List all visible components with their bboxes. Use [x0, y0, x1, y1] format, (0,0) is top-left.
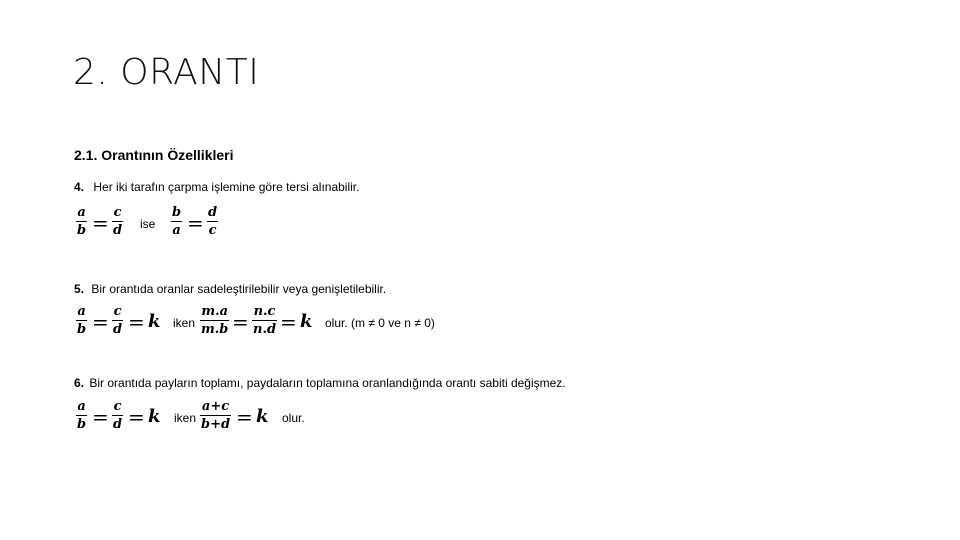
denominator: d	[113, 322, 123, 337]
section-title: 2.1. Orantının Özellikleri	[74, 147, 234, 163]
denominator: d	[113, 417, 123, 432]
property-6-number: 6.	[74, 376, 85, 390]
fraction-bar	[76, 415, 87, 416]
fraction-sum-ratio	[200, 399, 231, 432]
fraction-bar	[171, 221, 182, 222]
constant-k: k	[256, 406, 269, 427]
constant-k: k	[300, 311, 313, 332]
denominator: n.d	[253, 322, 277, 337]
fraction-bar	[200, 415, 231, 416]
numerator: a+c	[201, 399, 230, 414]
property-5-statement: Bir orantıda oranlar sadeleştirilebilir veya genişletilebilir.	[91, 282, 387, 296]
property-5-text	[74, 282, 386, 296]
equals-sign: =	[187, 211, 204, 235]
fraction-d-over-c	[207, 205, 218, 238]
fraction-nc-over-nd	[252, 304, 277, 337]
property-5-formula	[76, 304, 496, 344]
connector-iken: iken	[174, 411, 197, 425]
fraction-c-over-d	[112, 205, 123, 238]
numerator: a	[77, 399, 86, 414]
constant-k: k	[148, 406, 161, 427]
fraction-bar	[252, 320, 277, 321]
property-4-statement: Her iki tarafın çarpma işlemine göre tersi alınabilir.	[93, 180, 360, 194]
condition-note: olur. (m ≠ 0 ve n ≠ 0)	[325, 316, 435, 330]
property-6-statement: Bir orantıda payların toplamı, paydaların toplamına oranlandığında orantı sabiti değişmez.	[89, 376, 566, 390]
property-6-text	[74, 376, 566, 390]
denominator: b	[77, 417, 87, 432]
denominator: c	[208, 223, 217, 238]
connector-iken: iken	[173, 316, 196, 330]
denominator: b+d	[201, 417, 231, 432]
equals-sign: =	[232, 310, 249, 334]
equals-sign: =	[128, 310, 145, 334]
fraction-a-over-b	[76, 399, 87, 432]
equals-sign: =	[92, 211, 109, 235]
fraction-a-over-b	[76, 304, 87, 337]
numerator: m.a	[201, 304, 229, 319]
fraction-bar	[112, 221, 123, 222]
fraction-b-over-a	[171, 205, 182, 238]
conclusion-olur: olur.	[282, 411, 305, 425]
fraction-bar	[112, 320, 123, 321]
fraction-bar	[112, 415, 123, 416]
denominator: a	[172, 223, 181, 238]
equals-sign: =	[128, 405, 145, 429]
equals-sign: =	[280, 310, 297, 334]
property-6-formula	[76, 399, 336, 439]
equals-sign: =	[92, 405, 109, 429]
property-4-formula	[76, 205, 276, 245]
fraction-c-over-d	[112, 399, 123, 432]
fraction-a-over-b	[76, 205, 87, 238]
property-5-number: 5.	[74, 282, 85, 296]
equals-sign: =	[236, 405, 253, 429]
fraction-c-over-d	[112, 304, 123, 337]
connector-ise: ise	[140, 217, 156, 231]
property-4-number: 4.	[74, 180, 85, 194]
numerator: c	[113, 205, 122, 220]
denominator: m.b	[201, 322, 229, 337]
numerator: c	[113, 304, 122, 319]
fraction-bar	[207, 221, 218, 222]
fraction-ma-over-mb	[200, 304, 229, 337]
numerator: c	[113, 399, 122, 414]
equals-sign: =	[92, 310, 109, 334]
constant-k: k	[148, 311, 161, 332]
fraction-bar	[76, 221, 87, 222]
fraction-bar	[76, 320, 87, 321]
denominator: d	[113, 223, 123, 238]
slide-title: 2. ORANTI	[73, 52, 260, 93]
denominator: b	[77, 223, 87, 238]
numerator: b	[172, 205, 182, 220]
numerator: a	[77, 304, 86, 319]
denominator: b	[77, 322, 87, 337]
fraction-bar	[200, 320, 229, 321]
numerator: n.c	[253, 304, 276, 319]
numerator: a	[77, 205, 86, 220]
property-4-text	[74, 180, 359, 194]
numerator: d	[208, 205, 218, 220]
